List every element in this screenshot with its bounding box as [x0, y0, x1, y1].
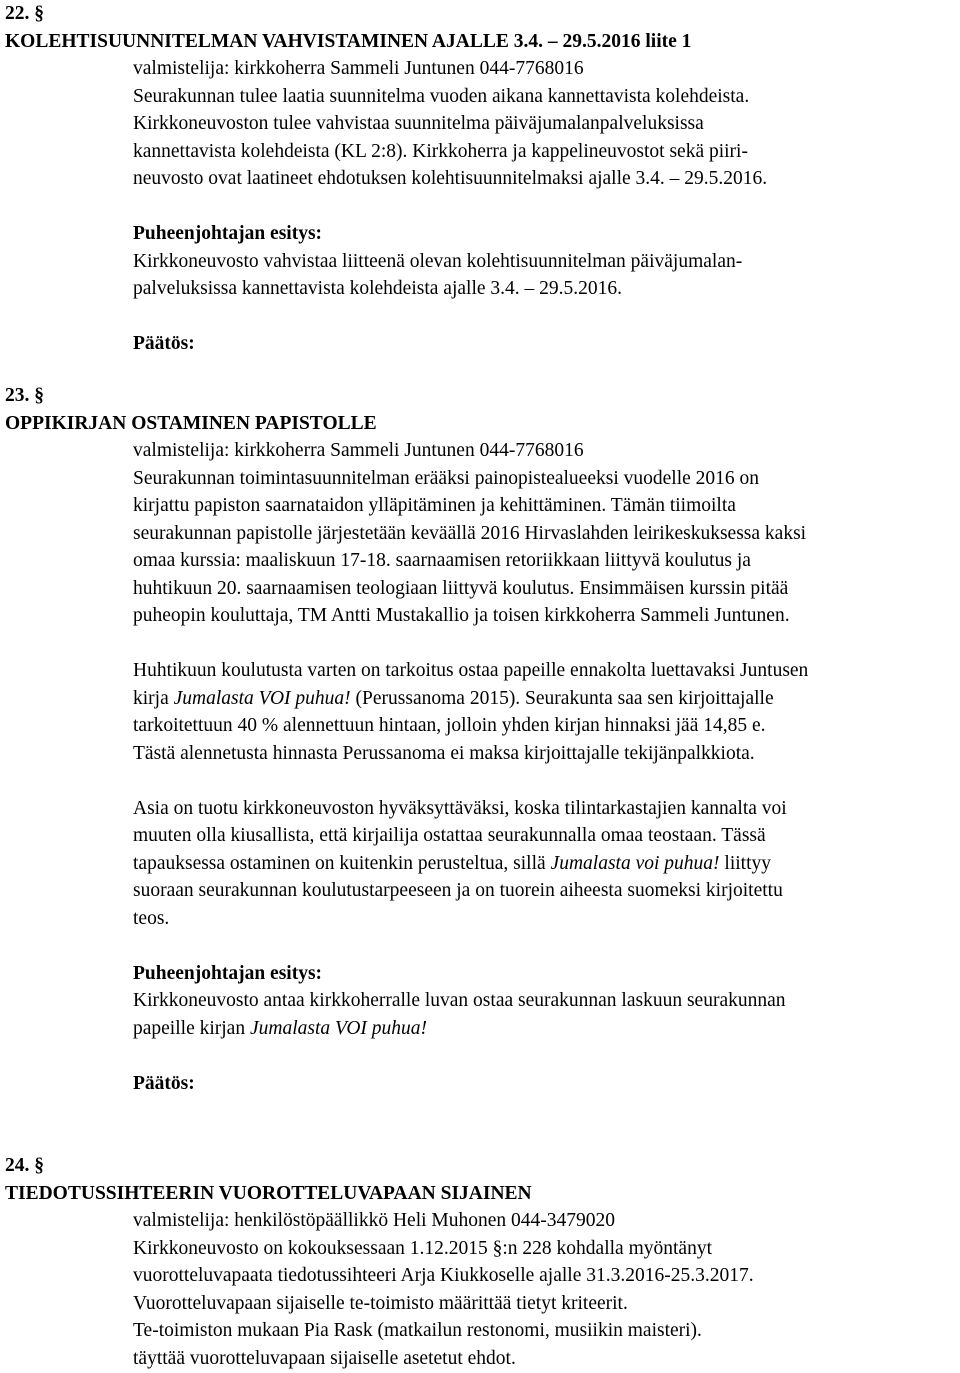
preparer: valmistelija: kirkkoherra Sammeli Juntunen 044-7768016	[133, 58, 584, 79]
text-run: papeille kirjan	[133, 1017, 250, 1039]
text-run: liittyy	[719, 852, 771, 874]
proposal-line	[133, 1015, 955, 1043]
section-body	[133, 55, 955, 358]
paragraph-line	[133, 685, 955, 713]
section-number-text: 24.	[5, 1155, 30, 1176]
paragraph-line: kirjattu papiston saarnataidon ylläpitäminen ja kehittäminen. Tämän tiimoilta	[133, 495, 736, 516]
proposal-label: Puheenjohtajan esitys:	[133, 223, 323, 244]
text-run: kirja	[133, 687, 174, 709]
section-mark: §	[34, 1155, 44, 1176]
section-title: KOLEHTISUUNNITELMAN VAHVISTAMINEN AJALLE 3.4. – 29.5.2016 liite 1	[5, 30, 692, 52]
paragraph-line: Seurakunnan tulee laatia suunnitelma vuoden aikana kannettavista kolehdeista.	[133, 85, 750, 107]
section-body	[133, 437, 955, 1097]
paragraph-line: muuten olla kiusallista, että kirjailija ostattaa seurakunnalla omaa teostaan. Tässä	[133, 825, 766, 846]
section-number	[5, 382, 960, 410]
section-24	[0, 1152, 960, 1372]
proposal-line: palveluksissa kannettavista kolehdeista ajalle 3.4. – 29.5.2016.	[133, 278, 623, 299]
section-22	[0, 0, 960, 358]
section-23	[0, 382, 960, 1097]
paragraph-line: kannettavista kolehdeista (KL 2:8). Kirkkoherra ja kappelineuvostot sekä piiri-	[133, 140, 748, 162]
paragraph-line: Te-toimiston mukaan Pia Rask (matkailun restonomi, musiikin maisteri).	[133, 1320, 702, 1341]
preparer: valmistelija: kirkkoherra Sammeli Juntunen 044-7768016	[133, 440, 584, 461]
text-run: (Perussanoma 2015). Seurakunta saa sen kirjoittajalle	[350, 687, 774, 709]
paragraph-line: Asia on tuotu kirkkoneuvoston hyväksyttäväksi, koska tilintarkastajien kannalta voi	[133, 797, 787, 819]
paragraph-line: vuorotteluvapaata tiedotussihteeri Arja Kiukkoselle ajalle 31.3.2016-25.3.2017.	[133, 1265, 754, 1286]
section-title: OPPIKIRJAN OSTAMINEN PAPISTOLLE	[5, 412, 377, 434]
section-mark: §	[34, 3, 44, 24]
paragraph-line: huhtikuun 20. saarnaamisen teologiaan liittyvä koulutus. Ensimmäisen kurssin pitää	[133, 577, 789, 599]
paragraph-line: suoraan seurakunnan koulutustarpeeseen ja on tuorein aiheesta suomeksi kirjoitettu	[133, 880, 783, 901]
paragraph-line: seurakunnan papistolle järjestetään keväällä 2016 Hirvaslahden leirikeskuksessa kaksi	[133, 522, 807, 544]
paragraph-line: Tästä alennetusta hinnasta Perussanoma ei maksa kirjoittajalle tekijänpalkkiota.	[133, 742, 755, 764]
paragraph-line: Vuorotteluvapaan sijaiselle te-toimisto määrittää tietyt kriteerit.	[133, 1292, 628, 1314]
proposal-line: Kirkkoneuvosto antaa kirkkoherralle luvan ostaa seurakunnan laskuun seurakunnan	[133, 990, 786, 1011]
book-title: Jumalasta VOI puhua!	[173, 687, 351, 709]
section-number-text: 23.	[5, 385, 30, 406]
text-run: tapauksessa ostaminen on kuitenkin perusteltua, sillä	[133, 852, 551, 874]
paragraph-line: täyttää vuorotteluvapaan sijaiselle asetetut ehdot.	[133, 1347, 516, 1369]
paragraph-line: teos.	[133, 907, 170, 929]
paragraph-line: Kirkkoneuvoston tulee vahvistaa suunnitelma päiväjumalanpalveluksissa	[133, 113, 704, 134]
paragraph-line	[133, 850, 955, 878]
section-number-text: 22.	[5, 3, 30, 24]
paragraph-line: puheopin kouluttaja, TM Antti Mustakallio ja toisen kirkkoherra Sammeli Juntunen.	[133, 605, 790, 626]
decision-label: Päätös:	[133, 333, 195, 354]
section-number	[5, 1152, 960, 1180]
section-mark: §	[34, 385, 44, 406]
section-number	[5, 0, 960, 28]
preparer: valmistelija: henkilöstöpäällikkö Heli Muhonen 044-3479020	[133, 1210, 616, 1231]
paragraph-line: Kirkkoneuvosto on kokouksessaan 1.12.2015 §:n 228 kohdalla myöntänyt	[133, 1237, 712, 1259]
book-title: Jumalasta VOI puhua!	[249, 1017, 428, 1039]
paragraph-line: omaa kurssia: maaliskuun 17-18. saarnaamisen retoriikkaan liittyvä koulutus ja	[133, 550, 751, 571]
paragraph-line: neuvosto ovat laatineet ehdotuksen kolehtisuunnitelmaksi ajalle 3.4. – 29.5.2016.	[133, 168, 768, 189]
book-title: Jumalasta voi puhua!	[550, 852, 720, 874]
proposal-label: Puheenjohtajan esitys:	[133, 962, 323, 984]
paragraph-line: Huhtikuun koulutusta varten on tarkoitus ostaa papeille ennakolta luettavaksi Juntusen	[133, 660, 809, 681]
decision-label: Päätös:	[133, 1072, 195, 1094]
proposal-line: Kirkkoneuvosto vahvistaa liitteenä olevan kolehtisuunnitelman päiväjumalan-	[133, 250, 743, 272]
section-body	[133, 1207, 955, 1372]
paragraph-line: tarkoitettuun 40 % alennettuun hintaan, jolloin yhden kirjan hinnaksi jää 14,85 e.	[133, 715, 766, 736]
paragraph-line: Seurakunnan toimintasuunnitelman erääksi painopistealueeksi vuodelle 2016 on	[133, 467, 760, 489]
section-title: TIEDOTUSSIHTEERIN VUOROTTELUVAPAAN SIJAINEN	[5, 1182, 532, 1204]
